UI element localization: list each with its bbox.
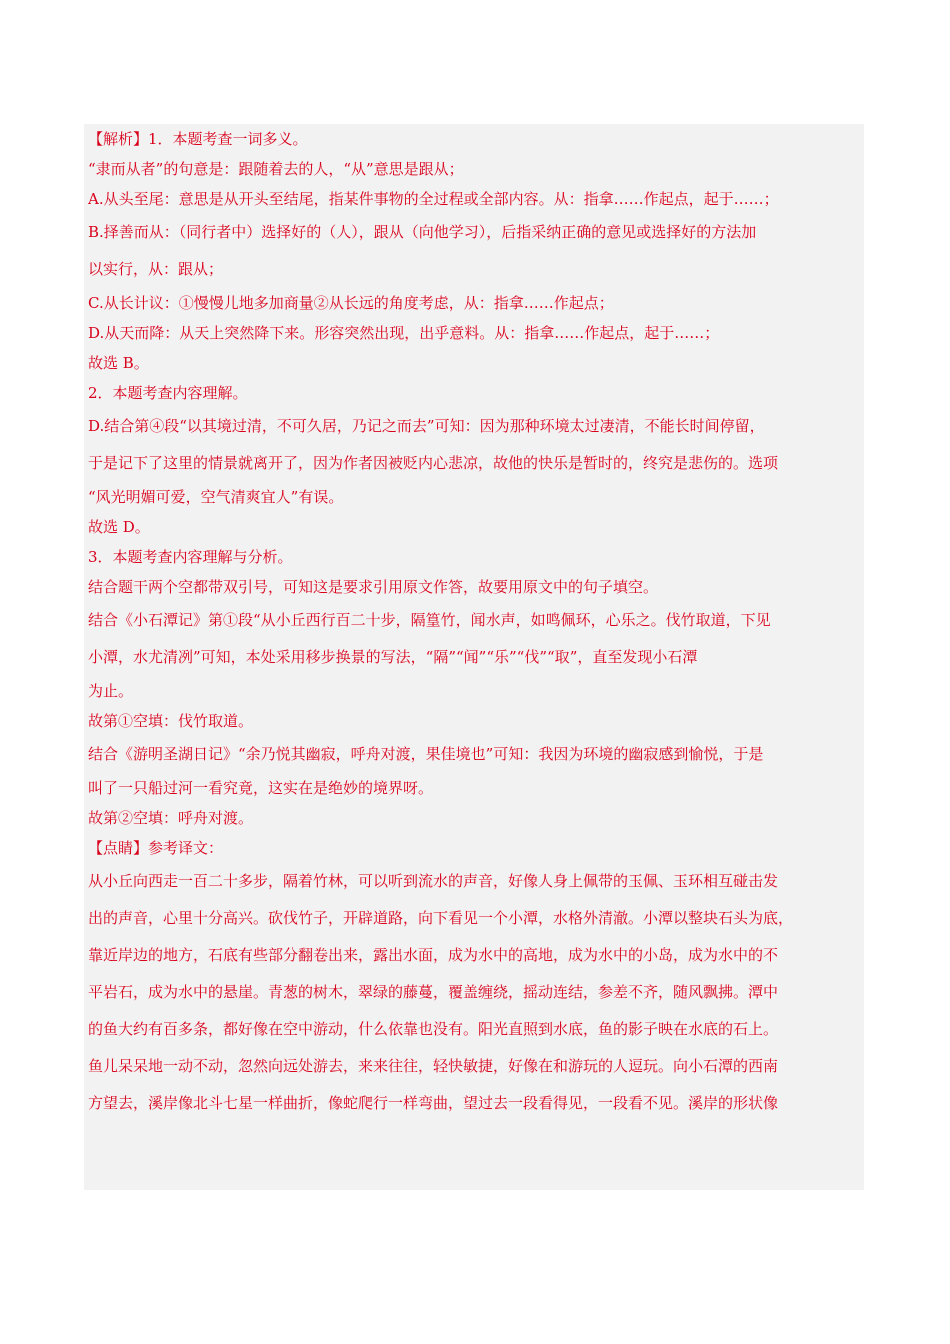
text-line: 小潭，水尤清冽”可知，本处采用移步换景的写法，“隔”“闻”“乐”“伐”“取”，直至发现小石潭 [88,648,698,666]
text-line: 为止。 [88,682,134,700]
text-line: 叫了一只船过河一看究竟，这实在是绝妙的境界呀。 [88,779,434,797]
text-line: 平岩石，成为水中的悬崖。青葱的树木，翠绿的藤蔓，覆盖缠绕，摇动连结，参差不齐，随风飘拂。潭中 [88,983,779,1001]
text-line: 故选 B。 [88,354,149,372]
text-line: 3．本题考查内容理解与分析。 [88,548,293,566]
text-line: 故第①空填：伐竹取道。 [88,712,254,730]
text-line: “隶而从者”的句意是：跟随着去的人，“从”意思是跟从； [88,160,464,178]
text-line: 结合《小石潭记》第①段“从小丘西行百二十步，隔篁竹，闻水声，如鸣佩环，心乐之。伐竹取道，下见 [88,611,771,629]
text-line: “风光明媚可爱，空气清爽宜人”有误。 [88,488,344,506]
text-line: 【点睛】参考译文： [88,839,224,857]
text-line: 以实行，从：跟从； [88,260,224,278]
text-line: D.结合第④段“以其境过清，不可久居，乃记之而去”可知：因为那种环境太过凄清，不能长时间停留， [88,417,765,435]
text-line: 的鱼大约有百多条，都好像在空中游动，什么依靠也没有。阳光直照到水底，鱼的影子映在水底的石上。 [88,1020,779,1038]
text-line: 结合《游明圣湖日记》“余乃悦其幽寂，呼舟对渡，果佳境也”可知：我因为环境的幽寂感到愉悦，于是 [88,745,764,763]
text-line: 2．本题考查内容理解。 [88,384,248,402]
text-line: 故选 D。 [88,518,150,536]
text-line: 鱼儿呆呆地一动不动，忽然向远处游去，来来往往，轻快敏捷，好像在和游玩的人逗玩。向小石潭的西南 [88,1057,779,1075]
text-line: A.从头至尾：意思是从开头至结尾，指某件事物的全过程或全部内容。从：指拿……作起点，起于……； [88,190,779,208]
text-line: 于是记下了这里的情景就离开了，因为作者因被贬内心悲凉，故他的快乐是暂时的，终究是悲伤的。选项 [88,454,779,472]
text-line: 结合题干两个空都带双引号，可知这是要求引用原文作答，故要用原文中的句子填空。 [88,578,659,596]
answer-explanation [88,124,860,1122]
text-line: 故第②空填：呼舟对渡。 [88,809,254,827]
text-line: B.择善而从：（同行者中）选择好的（人），跟从（向他学习），后指采纳正确的意见或选择好的方法加 [88,223,757,241]
text-line: 出的声音，心里十分高兴。砍伐竹子，开辟道路，向下看见一个小潭，水格外清澈。小潭以整块石头为底， [88,909,794,927]
text-line: 方望去，溪岸像北斗七星一样曲折，像蛇爬行一样弯曲，望过去一段看得见，一段看不见。溪岸的形状像 [88,1094,779,1112]
text-line: D.从天而降：从天上突然降下来。形容突然出现，出乎意料。从：指拿……作起点，起于……； [88,324,720,342]
text-line: 靠近岸边的地方，石底有些部分翻卷出来，露出水面，成为水中的高地，成为水中的小岛，成为水中的不 [88,946,779,964]
text-line: 从小丘向西走一百二十多步，隔着竹林，可以听到流水的声音，好像人身上佩带的玉佩、玉环相互碰击发 [88,872,779,890]
text-line: 【解析】1．本题考查一词多义。 [88,130,308,148]
text-line: C.从长计议：①慢慢儿地多加商量②从长远的角度考虑，从：指拿……作起点； [88,294,614,312]
